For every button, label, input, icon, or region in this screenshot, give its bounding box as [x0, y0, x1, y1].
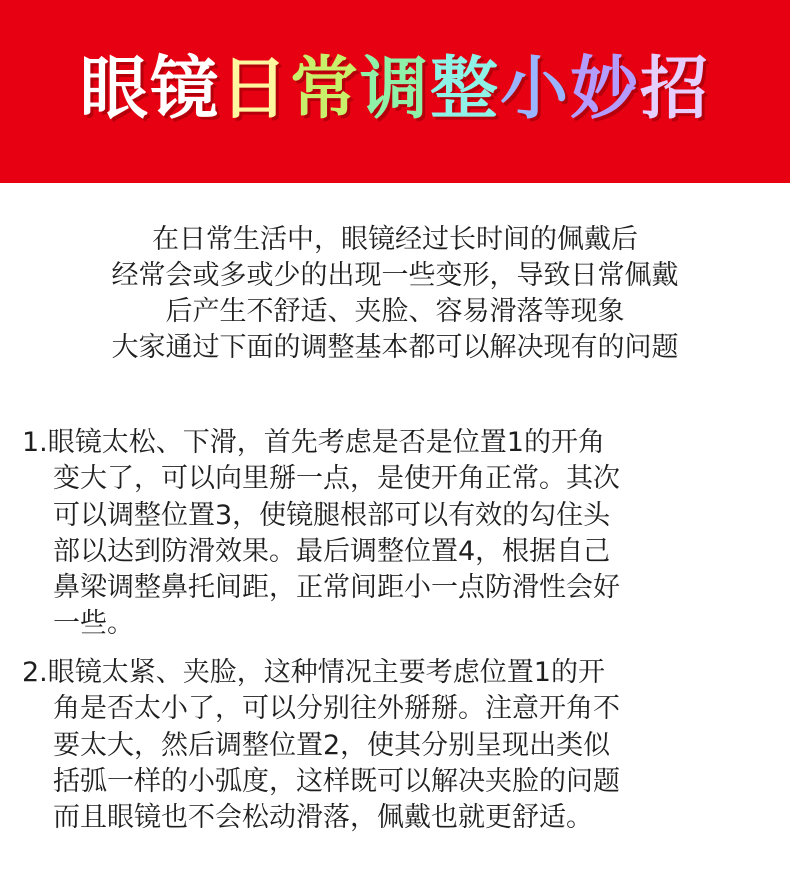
tip-line: 而且眼镜也不会松动滑落，佩戴也就更舒适。 [53, 802, 593, 834]
tip-line: 部以达到防滑效果。最后调整位置4，根据自己 [53, 535, 611, 567]
title-banner [0, 0, 790, 183]
tip-line: 1.眼镜太松、下滑，首先考虑是否是位置1的开角 [22, 427, 605, 458]
title-char: 眼 [79, 50, 150, 129]
title-char: 调 [359, 50, 430, 129]
tip-line: 鼻梁调整鼻托间距，正常间距小一点防滑性会好 [53, 572, 620, 604]
title-char: 日 [219, 50, 290, 129]
tip-2 [22, 655, 762, 836]
tip-1 [22, 425, 762, 643]
intro-line: 经常会或多或少的出现一些变形，导致日常佩戴 [111, 260, 679, 291]
tip-line: 一些。 [53, 608, 134, 640]
tip-line: 2.眼镜太紧、夹脸，这种情况主要考虑位置1的开 [22, 657, 605, 688]
title-char: 小 [500, 50, 571, 129]
tip-line: 要太大，然后调整位置2，使其分别呈现出类似 [53, 729, 611, 761]
title-char: 招 [640, 50, 711, 129]
tip-line: 变大了，可以向里掰一点，是使开角正常。其次 [53, 463, 620, 495]
title-char: 镜 [149, 50, 220, 129]
intro-line: 在日常生活中，眼镜经过长时间的佩戴后 [152, 224, 638, 255]
intro-paragraph [0, 222, 790, 366]
tip-line: 可以调整位置3，使镜腿根部可以有效的勾住头 [53, 499, 611, 531]
title-char: 常 [289, 50, 360, 129]
tip-line: 角是否太小了，可以分别往外掰掰。注意开角不 [53, 693, 620, 725]
title-char: 妙 [570, 50, 641, 129]
intro-line: 后产生不舒适、夹脸、容易滑落等现象 [165, 296, 625, 327]
tip-line: 括弧一样的小弧度，这样既可以解决夹脸的问题 [53, 765, 620, 797]
title-char: 整 [430, 50, 501, 129]
intro-line: 大家通过下面的调整基本都可以解决现有的问题 [111, 332, 679, 363]
page-title [0, 40, 790, 140]
